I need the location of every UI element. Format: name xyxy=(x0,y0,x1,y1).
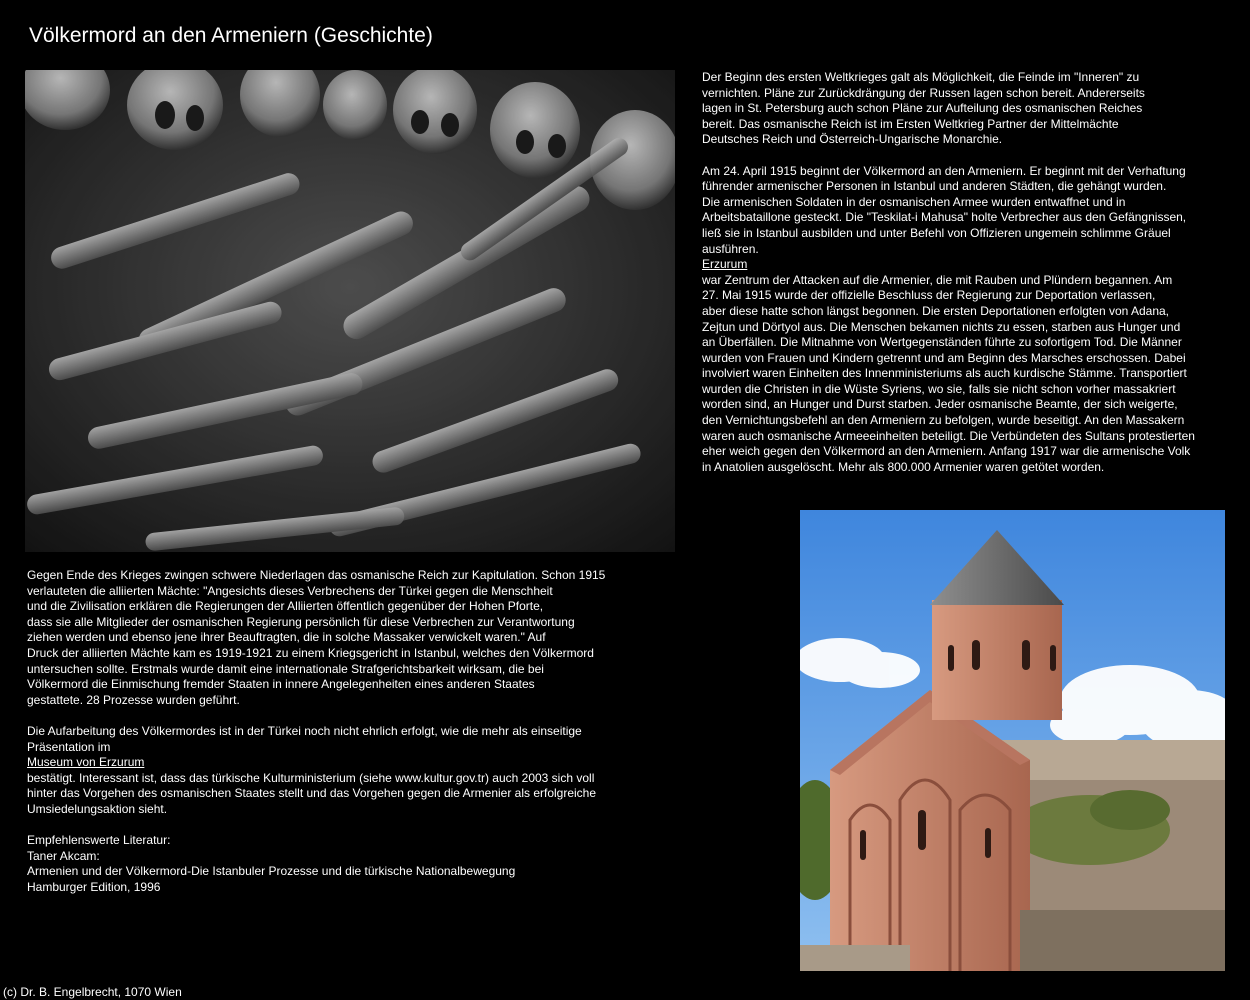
text-line: war Zentrum der Attacken auf die Armenier, die mit Rauben und Plündern begannen. Am xyxy=(702,272,1173,287)
text-line: aber diese hatte schon längst begonnen. Die ersten Deportationen erfolgten von Adana, xyxy=(702,303,1169,318)
text-line: lagen in St. Petersburg auch schon Pläne zur Aufteilung des osmanischen Reiches xyxy=(702,101,1143,116)
text-line: eher weich gegen den Völkermord an den Armeniern. Anfang 1917 war die armenische Volk xyxy=(702,444,1191,459)
text-line: ziehen werden und ebenso jene ihrer Beauftragten, die in solche Massaker verwickelt waren." Auf xyxy=(27,630,546,645)
page-title: Völkermord an den Armeniern (Geschichte) xyxy=(29,24,433,47)
text-line: Völkermord die Einmischung fremder Staaten in innere Angelegenheiten eines anderen Staates xyxy=(27,677,535,692)
text-line: Umsiedelungsaktion sieht. xyxy=(27,801,168,816)
text-line: gestattete. 28 Prozesse wurden geführt. xyxy=(27,692,240,707)
text-line: wurden von Frauen und Kindern getrennt und am Beginn des Marsches erschossen. Dabei xyxy=(702,350,1186,365)
text-line: waren auch osmanische Armeeeinheiten beteiligt. Die Verbündeten des Sultans protestierten xyxy=(702,428,1195,443)
text-line: den Vernichtungsbefehl an den Armeniern zu befolgen, wurde beseitigt. An den Massakern xyxy=(702,413,1185,428)
text-line: an Überfällen. Die Mitnahme von Wertgegenständen führte zu sofortigem Tod. Die Männer xyxy=(702,335,1182,350)
text-line: involviert waren Einheiten des Innenministeriums als auch kurdische Stämme. Transportiert xyxy=(702,366,1187,381)
text-line: verlauteten die alliierten Mächte: "Angesichts dieses Verbrechens der Türkei gegen die Menschheit xyxy=(27,583,553,598)
text-line: Zejtun und Dörtyol aus. Die Menschen bekamen nichts zu essen, starben aus Hunger und xyxy=(702,319,1181,334)
literature-title: Armenien und der Völkermord-Die Istanbuler Prozesse und die türkische Nationalbewegung xyxy=(27,864,516,879)
text-line: Die Aufarbeitung des Völkermordes ist in der Türkei noch nicht ehrlich erfolgt, wie die mehr als einseitige xyxy=(27,723,582,738)
text-line: und die Zivilisation erklären die Regierungen der Alliierten öffentlich gegenüber der Hohen Pforte, xyxy=(27,599,544,614)
erzurum-link[interactable]: Erzurum xyxy=(702,257,748,272)
left-text-block xyxy=(27,568,627,895)
text-line: hinter das Vorgehen des osmanischen Staates stellt und das Vorgehen gegen die Armenier als erfolgreiche xyxy=(27,786,597,801)
genocide-photo-drawing xyxy=(25,70,675,552)
text-line: 27. Mai 1915 wurde der offizielle Beschluss der Regierung zur Deportation verlassen, xyxy=(702,288,1156,303)
text-line: Präsentation im xyxy=(27,739,111,754)
text-line: worden sind, an Hunger und Durst starben. Jeder osmanische Beamte, der sich weigerte, xyxy=(702,397,1178,412)
museum-erzurum-link[interactable]: Museum von Erzurum xyxy=(27,755,145,770)
text-line: ließ sie in Istanbul ausbilden und unter Befehl von Offizieren ungemein schlimme Gräuel xyxy=(702,225,1171,240)
literature-publisher: Hamburger Edition, 1996 xyxy=(27,879,161,894)
text-line: Druck der alliierten Mächte kam es 1919-1921 zu einem Kriegsgericht in Istanbul, welches den Völkermord xyxy=(27,645,594,660)
genocide-photo xyxy=(25,70,675,552)
literature-author: Taner Akcam: xyxy=(27,848,100,863)
church-photo xyxy=(800,510,1225,971)
text-line: Der Beginn des ersten Weltkrieges galt als Möglichkeit, die Feinde im "Inneren" zu xyxy=(702,70,1140,84)
copyright-footer: (c) Dr. B. Engelbrecht, 1070 Wien xyxy=(3,985,182,999)
text-line: vernichten. Pläne zur Zurückdrängung der Russen lagen schon bereit. Andererseits xyxy=(702,85,1145,100)
text-line: Arbeitsbataillone gesteckt. Die "Teskilat-i Mahusa" holte Verbrecher aus den Gefängnissen, xyxy=(702,210,1187,225)
text-line: bereit. Das osmanische Reich ist im Ersten Weltkrieg Partner der Mittelmächte xyxy=(702,116,1119,131)
text-line: wurden die Christen in die Wüste Syriens, wo sie, falls sie nicht schon vorher massakriert xyxy=(702,381,1176,396)
literature-heading: Empfehlenswerte Literatur: xyxy=(27,833,171,848)
text-line: Die armenischen Soldaten in der osmanischen Armee wurden entwaffnet und in xyxy=(702,194,1126,209)
text-line: dass sie alle Mitglieder der osmanischen Regierung persönlich für diese Verbrechen zur Verantwortung xyxy=(27,614,575,629)
text-line: untersuchen sollte. Erstmals wurde damit eine internationale Strafgerichtsbarkeit wirksam, die bei xyxy=(27,661,544,676)
text-line: führender armenischer Personen in Istanbul und anderen Städten, die gehängt wurden. xyxy=(702,179,1167,194)
text-line: Am 24. April 1915 beginnt der Völkermord an den Armeniern. Er beginnt mit der Verhaftung xyxy=(702,163,1186,178)
text-line: bestätigt. Interessant ist, dass das türkische Kulturministerium (siehe www.kultur.gov.tr) auch 2003 sich voll xyxy=(27,770,595,785)
text-line: in Anatolien ausgelöscht. Mehr als 800.000 Armenier waren getötet worden. xyxy=(702,459,1105,474)
text-line: Deutsches Reich und Österreich-Ungarische Monarchie. xyxy=(702,132,1003,147)
right-text-block xyxy=(702,70,1212,475)
church-photo-drawing xyxy=(800,510,1225,971)
text-line: ausführen. xyxy=(702,241,759,256)
text-line: Gegen Ende des Krieges zwingen schwere Niederlagen das osmanische Reich zur Kapitulation. Schon 1915 xyxy=(27,568,606,582)
